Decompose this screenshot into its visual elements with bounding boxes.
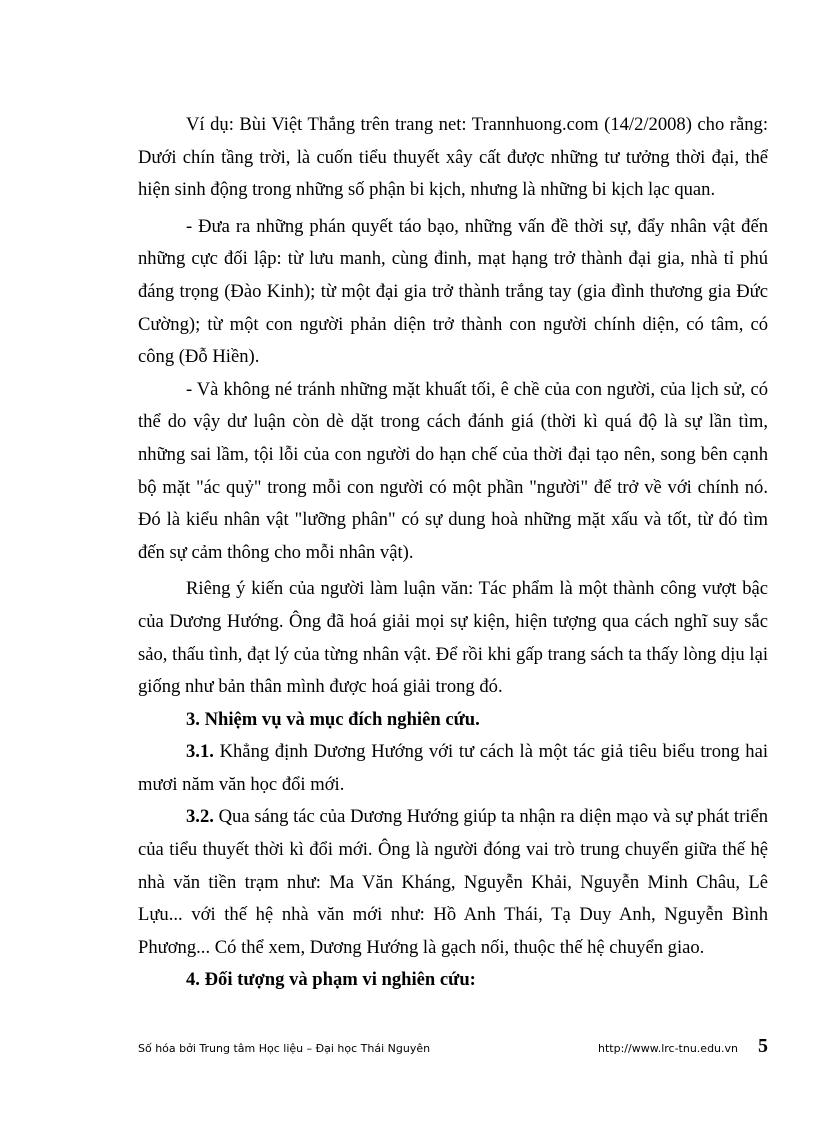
section-3-2	[138, 801, 768, 964]
paragraph-bullet-2: - Và không né tránh những mặt khuất tối, ê chề của con người, của lịch sử, có thể do vậy dư luận còn dè dặt trong cách đánh giá (thời kì quá độ là sự lần tìm, những sai lầm, tội lỗi của con người do hạn chế của thời đại tạo nên, song bên cạnh bộ mặt "ác quỷ" trong mỗi con người có một phần "người" để trở về với chính nó. Đó là kiểu nhân vật "lưỡng phân" có sự dung hoà những mặt xấu và tốt, từ đó tìm đến sự cảm thông cho mỗi nhân vật).	[138, 378, 768, 563]
page-footer	[138, 1036, 768, 1060]
paragraph-opinion: Riêng ý kiến của người làm luận văn: Tác phẩm là một thành công vượt bậc của Dương Hướng. Ông đã hoá giải mọi sự kiện, hiện tượng qua cách nghĩ suy sắc sảo, thấu tình, đạt lý của từng nhân vật. Để rồi khi gấp trang sách ta thấy lòng dịu lại giống như bản thân mình được hoá giải trong đó.	[138, 578, 768, 698]
footer-source: Số hóa bởi Trung tâm Học liệu – Đại học Thái Nguyên	[138, 1042, 431, 1055]
paragraph-bullet-1: - Đưa ra những phán quyết táo bạo, những vấn đề thời sự, đẩy nhân vật đến những cực đối lập: từ lưu manh, cùng đinh, mạt hạng trở thành đại gia, nhà tỉ phú đáng trọng (Đào Kinh); từ một đại gia trở thành trắng tay (gia đình thương gia Đức Cường); từ một con người phản diện trở thành con người chính diện, có tâm, có công (Đỗ Hiền).	[138, 215, 768, 368]
page-number: 5	[758, 1035, 768, 1057]
footer-url: http://www.lrc-tnu.edu.vn	[598, 1042, 738, 1055]
section-3-1-text: Khẳng định Dương Hướng với tư cách là một tác giả tiêu biểu trong hai mươi năm văn học đổi mới.	[138, 741, 768, 795]
section-3-1-number: 3.1.	[186, 741, 214, 763]
paragraph-example: Ví dụ: Bùi Việt Thắng trên trang net: Trannhuong.com (14/2/2008) cho rằng: Dưới chín tầng trời, là cuốn tiểu thuyết xây cất được những tư tưởng thời đại, thể hiện sinh động trong những số phận bi kịch, nhưng là những bi kịch lạc quan.	[138, 114, 768, 201]
section-3-1	[138, 736, 768, 801]
section-3-2-text: Qua sáng tác của Dương Hướng giúp ta nhận ra diện mạo và sự phát triển của tiểu thuyết thời kì đổi mới. Ông là người đóng vai trò trung chuyển giữa thế hệ nhà văn tiền trạm như: Ma Văn Kháng, Nguyễn Khải, Nguyễn Minh Châu, Lê Lựu... với thế hệ nhà văn mới như: Hồ Anh Thái, Tạ Duy Anh, Nguyễn Bình Phương... Có thể xem, Dương Hướng là gạch nối, thuộc thế hệ chuyển giao.	[138, 806, 768, 958]
body-text	[138, 109, 768, 997]
section-3-2-number: 3.2.	[186, 806, 214, 828]
section-4-heading: 4. Đối tượng và phạm vi nghiên cứu:	[186, 969, 476, 991]
section-3-heading: 3. Nhiệm vụ và mục đích nghiên cứu.	[186, 708, 480, 730]
